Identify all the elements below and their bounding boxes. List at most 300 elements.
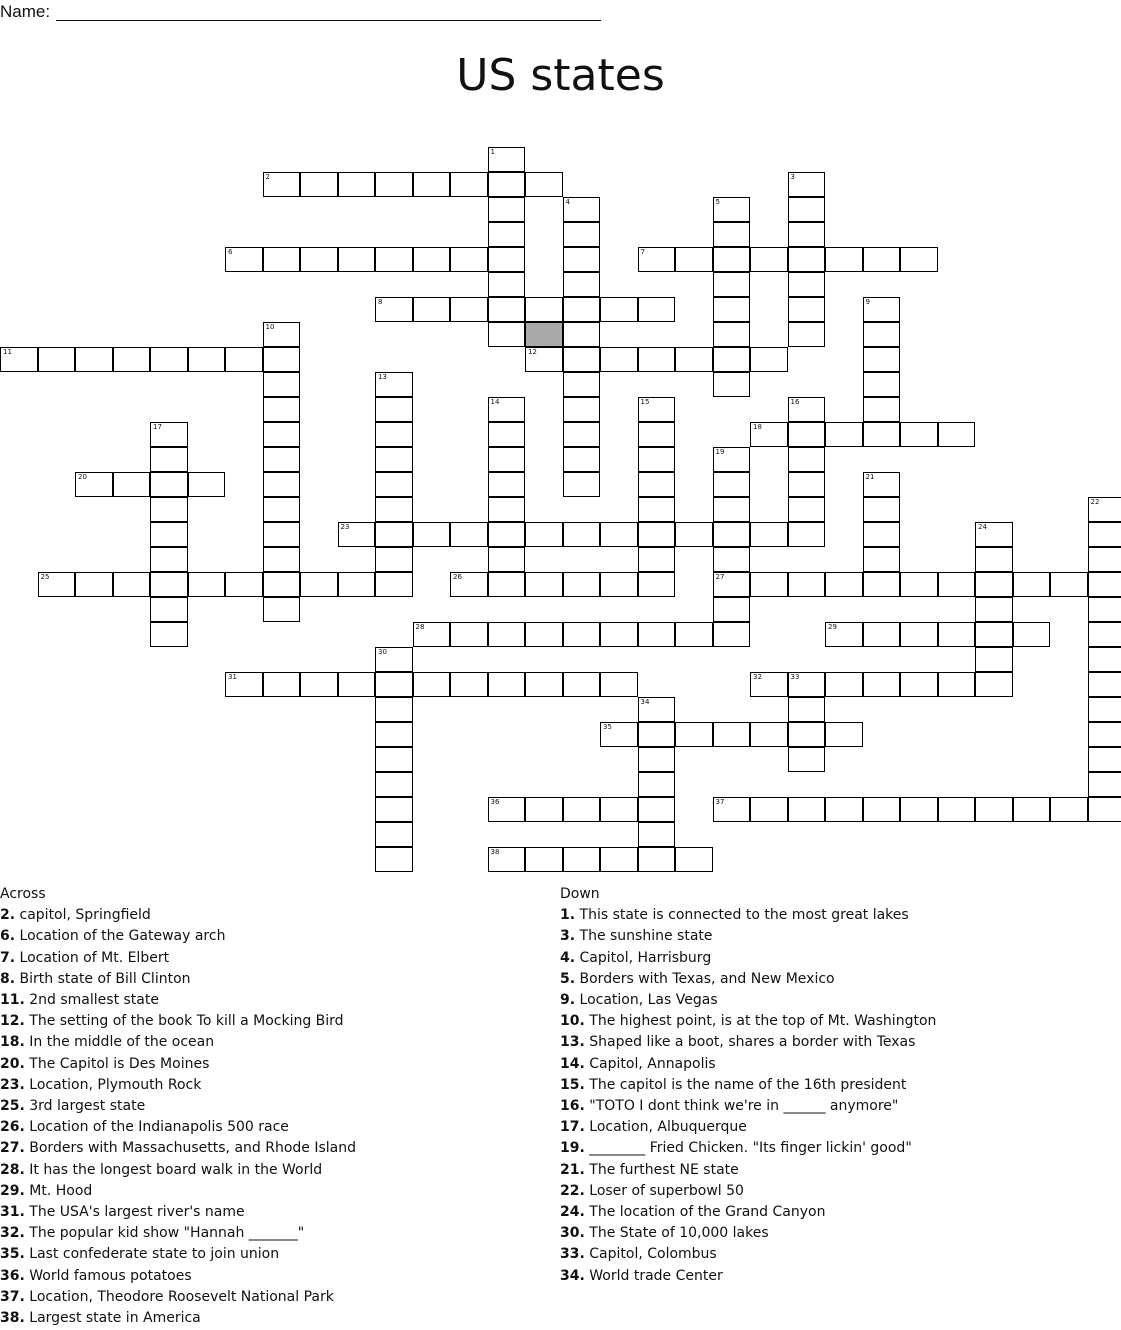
grid-cell[interactable] bbox=[413, 622, 451, 647]
grid-cell[interactable] bbox=[488, 422, 526, 447]
grid-cell[interactable] bbox=[488, 397, 526, 422]
grid-cell[interactable] bbox=[938, 622, 976, 647]
grid-cell[interactable] bbox=[488, 797, 526, 822]
grid-cell[interactable] bbox=[713, 722, 751, 747]
grid-cell[interactable] bbox=[563, 397, 601, 422]
grid-cell[interactable] bbox=[375, 372, 413, 397]
grid-cell[interactable] bbox=[563, 272, 601, 297]
grid-cell[interactable] bbox=[788, 197, 826, 222]
grid-cell[interactable] bbox=[563, 322, 601, 347]
grid-cell[interactable] bbox=[1088, 797, 1121, 822]
grid-cell[interactable] bbox=[413, 172, 451, 197]
grid-cell[interactable] bbox=[825, 722, 863, 747]
grid-cell[interactable] bbox=[563, 672, 601, 697]
grid-cell[interactable] bbox=[338, 522, 376, 547]
clue-number: 26. bbox=[0, 1119, 25, 1136]
grid-cell[interactable] bbox=[375, 747, 413, 772]
grid-cell[interactable] bbox=[525, 572, 563, 597]
grid-cell[interactable] bbox=[263, 472, 301, 497]
grid-cell[interactable] bbox=[225, 247, 263, 272]
grid-cell[interactable] bbox=[263, 597, 301, 622]
grid-cell[interactable] bbox=[638, 522, 676, 547]
grid-cell[interactable] bbox=[525, 297, 563, 322]
grid-cell[interactable] bbox=[600, 297, 638, 322]
down-clue bbox=[560, 1117, 936, 1138]
grid-cell[interactable] bbox=[450, 297, 488, 322]
grid-cell[interactable] bbox=[750, 422, 788, 447]
grid-cell[interactable] bbox=[413, 247, 451, 272]
grid-cell[interactable] bbox=[338, 572, 376, 597]
grid-cell[interactable] bbox=[713, 522, 751, 547]
grid-cell[interactable] bbox=[825, 247, 863, 272]
grid-cell[interactable] bbox=[413, 297, 451, 322]
grid-cell[interactable] bbox=[225, 572, 263, 597]
clue-number: 36 bbox=[490, 798, 500, 806]
grid-cell[interactable] bbox=[975, 647, 1013, 672]
grid-cell[interactable] bbox=[638, 497, 676, 522]
grid-cell[interactable] bbox=[488, 572, 526, 597]
grid-cell[interactable] bbox=[300, 672, 338, 697]
grid-cell[interactable] bbox=[150, 347, 188, 372]
grid-cell[interactable] bbox=[788, 522, 826, 547]
grid-cell[interactable] bbox=[638, 472, 676, 497]
grid-cell[interactable] bbox=[825, 422, 863, 447]
grid-cell[interactable] bbox=[713, 597, 751, 622]
grid-cell[interactable] bbox=[188, 472, 226, 497]
grid-cell[interactable] bbox=[563, 347, 601, 372]
clue-number: 7. bbox=[0, 949, 16, 966]
grid-cell[interactable] bbox=[375, 397, 413, 422]
grid-cell[interactable] bbox=[900, 572, 938, 597]
grid-cell[interactable] bbox=[338, 672, 376, 697]
grid-cell[interactable] bbox=[525, 622, 563, 647]
grid-cell[interactable] bbox=[1088, 547, 1121, 572]
grid-cell[interactable] bbox=[1050, 797, 1088, 822]
grid-cell[interactable] bbox=[563, 572, 601, 597]
grid-cell[interactable] bbox=[300, 572, 338, 597]
grid-cell[interactable] bbox=[375, 797, 413, 822]
grid-cell[interactable] bbox=[263, 522, 301, 547]
grid-cell[interactable] bbox=[788, 297, 826, 322]
grid-cell[interactable] bbox=[375, 697, 413, 722]
grid-cell[interactable] bbox=[38, 572, 76, 597]
grid-cell[interactable] bbox=[750, 722, 788, 747]
grid-cell[interactable] bbox=[975, 597, 1013, 622]
grid-cell[interactable] bbox=[1013, 797, 1051, 822]
clue-number: 22. bbox=[560, 1182, 585, 1199]
grid-cell[interactable] bbox=[713, 322, 751, 347]
grid-cell[interactable] bbox=[750, 672, 788, 697]
grid-cell[interactable] bbox=[1088, 772, 1121, 797]
grid-cell[interactable] bbox=[300, 172, 338, 197]
grid-cell[interactable] bbox=[488, 447, 526, 472]
grid-cell[interactable] bbox=[638, 547, 676, 572]
grid-cell[interactable] bbox=[713, 472, 751, 497]
grid-cell[interactable] bbox=[863, 347, 901, 372]
grid-cell[interactable] bbox=[750, 797, 788, 822]
grid-cell[interactable] bbox=[638, 247, 676, 272]
grid-cell[interactable] bbox=[750, 522, 788, 547]
grid-cell[interactable] bbox=[263, 447, 301, 472]
grid-cell[interactable] bbox=[263, 372, 301, 397]
grid-cell[interactable] bbox=[488, 172, 526, 197]
grid-cell[interactable] bbox=[488, 222, 526, 247]
clue-text: Borders with Massachusetts, and Rhode Island bbox=[24, 1140, 356, 1157]
grid-cell[interactable] bbox=[825, 572, 863, 597]
clue-number: 17. bbox=[560, 1119, 585, 1136]
grid-cell[interactable] bbox=[788, 247, 826, 272]
grid-cell[interactable] bbox=[413, 522, 451, 547]
grid-cell[interactable] bbox=[263, 247, 301, 272]
grid-cell[interactable] bbox=[900, 672, 938, 697]
grid-cell[interactable] bbox=[600, 797, 638, 822]
grid-cell[interactable] bbox=[450, 572, 488, 597]
clue-number: 29 bbox=[828, 623, 837, 631]
grid-cell[interactable] bbox=[825, 672, 863, 697]
grid-cell[interactable] bbox=[863, 622, 901, 647]
grid-cell[interactable] bbox=[375, 447, 413, 472]
grid-cell[interactable] bbox=[375, 822, 413, 847]
grid-cell[interactable] bbox=[863, 797, 901, 822]
grid-cell[interactable] bbox=[450, 247, 488, 272]
grid-cell[interactable] bbox=[975, 522, 1013, 547]
grid-cell[interactable] bbox=[675, 622, 713, 647]
grid-cell[interactable] bbox=[563, 422, 601, 447]
grid-cell[interactable] bbox=[150, 447, 188, 472]
grid-cell[interactable] bbox=[863, 422, 901, 447]
grid-cell[interactable] bbox=[713, 497, 751, 522]
grid-cell[interactable] bbox=[638, 422, 676, 447]
grid-cell[interactable] bbox=[1013, 572, 1051, 597]
grid-cell[interactable] bbox=[113, 572, 151, 597]
grid-cell[interactable] bbox=[338, 247, 376, 272]
grid-cell[interactable] bbox=[375, 772, 413, 797]
grid-cell[interactable] bbox=[563, 447, 601, 472]
grid-cell[interactable] bbox=[450, 522, 488, 547]
grid-cell[interactable] bbox=[638, 447, 676, 472]
grid-cell[interactable] bbox=[788, 222, 826, 247]
grid-cell[interactable] bbox=[975, 797, 1013, 822]
down-heading: Down bbox=[560, 886, 600, 902]
grid-cell[interactable] bbox=[713, 547, 751, 572]
grid-cell[interactable] bbox=[1088, 647, 1121, 672]
grid-cell[interactable] bbox=[938, 572, 976, 597]
grid-cell[interactable] bbox=[375, 722, 413, 747]
grid-cell[interactable] bbox=[938, 672, 976, 697]
grid-cell[interactable] bbox=[263, 347, 301, 372]
grid-cell[interactable] bbox=[675, 347, 713, 372]
grid-cell[interactable] bbox=[525, 347, 563, 372]
grid-cell[interactable] bbox=[638, 697, 676, 722]
grid-cell[interactable] bbox=[863, 572, 901, 597]
grid-cell[interactable] bbox=[488, 272, 526, 297]
grid-cell[interactable] bbox=[488, 297, 526, 322]
grid-cell[interactable] bbox=[488, 247, 526, 272]
grid-cell[interactable] bbox=[150, 547, 188, 572]
grid-cell[interactable] bbox=[825, 797, 863, 822]
grid-cell[interactable] bbox=[675, 247, 713, 272]
grid-cell[interactable] bbox=[450, 672, 488, 697]
grid-cell[interactable] bbox=[1088, 747, 1121, 772]
grid-cell[interactable] bbox=[75, 472, 113, 497]
grid-cell[interactable] bbox=[600, 672, 638, 697]
grid-cell[interactable] bbox=[263, 422, 301, 447]
grid-cell[interactable] bbox=[975, 547, 1013, 572]
grid-cell[interactable] bbox=[563, 622, 601, 647]
grid-cell[interactable] bbox=[938, 797, 976, 822]
grid-cell[interactable] bbox=[863, 247, 901, 272]
grid-cell[interactable] bbox=[638, 822, 676, 847]
grid-cell[interactable] bbox=[825, 622, 863, 647]
grid-cell[interactable] bbox=[150, 497, 188, 522]
grid-cell[interactable] bbox=[675, 847, 713, 872]
grid-cell[interactable] bbox=[488, 847, 526, 872]
grid-cell[interactable] bbox=[1088, 497, 1121, 522]
grid-cell[interactable] bbox=[975, 572, 1013, 597]
grid-cell[interactable] bbox=[525, 522, 563, 547]
grid-cell[interactable] bbox=[1088, 722, 1121, 747]
grid-cell[interactable] bbox=[600, 847, 638, 872]
grid-cell[interactable] bbox=[375, 547, 413, 572]
grid-cell[interactable] bbox=[750, 347, 788, 372]
grid-cell[interactable] bbox=[788, 672, 826, 697]
grid-cell[interactable] bbox=[750, 247, 788, 272]
clue-number: 23 bbox=[340, 523, 350, 531]
grid-cell[interactable] bbox=[375, 647, 413, 672]
clue-number: 4 bbox=[565, 198, 570, 206]
grid-cell[interactable] bbox=[1088, 697, 1121, 722]
grid-cell[interactable] bbox=[225, 672, 263, 697]
grid-cell[interactable] bbox=[788, 272, 826, 297]
grid-cell[interactable] bbox=[638, 622, 676, 647]
grid-cell[interactable] bbox=[375, 172, 413, 197]
grid-cell[interactable] bbox=[788, 572, 826, 597]
grid-cell[interactable] bbox=[225, 347, 263, 372]
grid-cell[interactable] bbox=[600, 722, 638, 747]
grid-cell[interactable] bbox=[863, 397, 901, 422]
grid-cell[interactable] bbox=[150, 622, 188, 647]
grid-cell[interactable] bbox=[788, 422, 826, 447]
grid-cell[interactable] bbox=[488, 147, 526, 172]
across-clue bbox=[0, 926, 356, 947]
grid-cell[interactable] bbox=[900, 422, 938, 447]
grid-cell[interactable] bbox=[975, 622, 1013, 647]
grid-cell[interactable] bbox=[263, 497, 301, 522]
clue-text: This state is connected to the most great lakes bbox=[575, 907, 909, 924]
grid-cell[interactable] bbox=[375, 847, 413, 872]
grid-cell[interactable] bbox=[75, 572, 113, 597]
grid-cell[interactable] bbox=[638, 747, 676, 772]
grid-cell[interactable] bbox=[788, 172, 826, 197]
grid-cell[interactable] bbox=[900, 622, 938, 647]
grid-cell[interactable] bbox=[1088, 622, 1121, 647]
grid-cell[interactable] bbox=[525, 847, 563, 872]
grid-cell[interactable] bbox=[300, 247, 338, 272]
grid-cell[interactable] bbox=[713, 272, 751, 297]
grid-cell[interactable] bbox=[338, 172, 376, 197]
clue-text: Loser of superbowl 50 bbox=[584, 1182, 744, 1199]
grid-cell[interactable] bbox=[375, 672, 413, 697]
grid-cell[interactable] bbox=[1050, 572, 1088, 597]
grid-cell[interactable] bbox=[375, 497, 413, 522]
grid-cell[interactable] bbox=[150, 522, 188, 547]
across-clue bbox=[0, 1202, 356, 1223]
grid-cell[interactable] bbox=[788, 797, 826, 822]
grid-cell[interactable] bbox=[675, 522, 713, 547]
grid-cell[interactable] bbox=[638, 297, 676, 322]
grid-cell[interactable] bbox=[38, 347, 76, 372]
grid-cell[interactable] bbox=[113, 347, 151, 372]
grid-cell[interactable] bbox=[863, 472, 901, 497]
grid-cell[interactable] bbox=[113, 472, 151, 497]
grid-cell[interactable] bbox=[375, 472, 413, 497]
grid-cell[interactable] bbox=[863, 547, 901, 572]
grid-cell[interactable] bbox=[150, 422, 188, 447]
grid-cell[interactable] bbox=[563, 522, 601, 547]
grid-cell[interactable] bbox=[713, 572, 751, 597]
grid-cell[interactable] bbox=[263, 322, 301, 347]
grid-cell[interactable] bbox=[900, 247, 938, 272]
grid-cell[interactable] bbox=[1013, 622, 1051, 647]
grid-cell[interactable] bbox=[863, 322, 901, 347]
grid-cell[interactable] bbox=[450, 622, 488, 647]
grid-cell[interactable] bbox=[713, 447, 751, 472]
grid-cell[interactable] bbox=[563, 372, 601, 397]
grid-cell[interactable] bbox=[563, 847, 601, 872]
grid-cell[interactable] bbox=[863, 297, 901, 322]
grid-cell[interactable] bbox=[788, 747, 826, 772]
grid-cell[interactable] bbox=[563, 797, 601, 822]
down-clue bbox=[560, 1160, 936, 1181]
grid-cell[interactable] bbox=[488, 622, 526, 647]
grid-cell[interactable] bbox=[713, 372, 751, 397]
grid-cell[interactable] bbox=[975, 672, 1013, 697]
grid-cell[interactable] bbox=[563, 297, 601, 322]
grid-cell[interactable] bbox=[713, 797, 751, 822]
grid-cell[interactable] bbox=[638, 797, 676, 822]
grid-cell[interactable] bbox=[263, 172, 301, 197]
grid-cell[interactable] bbox=[263, 397, 301, 422]
grid-cell[interactable] bbox=[638, 572, 676, 597]
grid-cell[interactable] bbox=[863, 497, 901, 522]
grid-cell[interactable] bbox=[788, 472, 826, 497]
grid-cell[interactable] bbox=[638, 722, 676, 747]
grid-cell[interactable] bbox=[713, 222, 751, 247]
grid-cell[interactable] bbox=[788, 497, 826, 522]
grid-cell[interactable] bbox=[375, 297, 413, 322]
grid-cell[interactable] bbox=[900, 797, 938, 822]
across-clue bbox=[0, 1075, 356, 1096]
grid-cell[interactable] bbox=[150, 572, 188, 597]
grid-cell[interactable] bbox=[150, 472, 188, 497]
grid-cell[interactable] bbox=[1088, 672, 1121, 697]
grid-cell[interactable] bbox=[863, 372, 901, 397]
grid-cell[interactable] bbox=[563, 472, 601, 497]
grid-cell[interactable] bbox=[1088, 572, 1121, 597]
grid-cell[interactable] bbox=[488, 472, 526, 497]
grid-cell[interactable] bbox=[938, 422, 976, 447]
grid-cell[interactable] bbox=[263, 672, 301, 697]
grid-cell[interactable] bbox=[488, 322, 526, 347]
clue-number: 4. bbox=[560, 949, 576, 966]
grid-cell[interactable] bbox=[638, 772, 676, 797]
clue-text: Location of the Gateway arch bbox=[15, 928, 226, 945]
grid-cell[interactable] bbox=[0, 347, 38, 372]
clue-number: 35. bbox=[0, 1246, 25, 1263]
grid-cell[interactable] bbox=[600, 347, 638, 372]
grid-cell[interactable] bbox=[863, 522, 901, 547]
grid-cell[interactable] bbox=[788, 322, 826, 347]
grid-cell[interactable] bbox=[488, 547, 526, 572]
name-input-line[interactable] bbox=[56, 20, 601, 21]
grid-cell[interactable] bbox=[525, 672, 563, 697]
clue-number: 23. bbox=[0, 1076, 25, 1093]
grid-cell[interactable] bbox=[75, 347, 113, 372]
grid-cell[interactable] bbox=[488, 672, 526, 697]
clue-number: 32. bbox=[0, 1225, 25, 1242]
grid-cell[interactable] bbox=[750, 572, 788, 597]
grid-cell[interactable] bbox=[413, 672, 451, 697]
grid-cell[interactable] bbox=[788, 447, 826, 472]
grid-cell[interactable] bbox=[263, 547, 301, 572]
grid-cell[interactable] bbox=[863, 672, 901, 697]
grid-cell[interactable] bbox=[638, 847, 676, 872]
grid-cell[interactable] bbox=[375, 247, 413, 272]
grid-cell[interactable] bbox=[488, 197, 526, 222]
grid-cell[interactable] bbox=[488, 522, 526, 547]
grid-cell[interactable] bbox=[150, 597, 188, 622]
clue-number: 19 bbox=[715, 448, 725, 456]
grid-cell[interactable] bbox=[600, 522, 638, 547]
grid-cell[interactable] bbox=[600, 622, 638, 647]
grid-cell[interactable] bbox=[713, 622, 751, 647]
grid-cell[interactable] bbox=[788, 722, 826, 747]
grid-cell[interactable] bbox=[188, 572, 226, 597]
grid-cell[interactable] bbox=[563, 222, 601, 247]
clue-number: 5 bbox=[715, 198, 720, 206]
grid-cell[interactable] bbox=[188, 347, 226, 372]
clue-number: 27. bbox=[0, 1140, 25, 1157]
clue-number: 33. bbox=[560, 1246, 585, 1263]
grid-cell[interactable] bbox=[788, 397, 826, 422]
grid-cell[interactable] bbox=[375, 522, 413, 547]
grid-cell[interactable] bbox=[525, 172, 563, 197]
grid-cell[interactable] bbox=[713, 297, 751, 322]
grid-cell[interactable] bbox=[563, 197, 601, 222]
grid-cell[interactable] bbox=[675, 722, 713, 747]
grid-cell[interactable] bbox=[638, 347, 676, 372]
grid-cell[interactable] bbox=[450, 172, 488, 197]
grid-cell[interactable] bbox=[525, 797, 563, 822]
grid-cell[interactable] bbox=[713, 247, 751, 272]
grid-cell[interactable] bbox=[488, 497, 526, 522]
grid-cell[interactable] bbox=[638, 397, 676, 422]
grid-cell[interactable] bbox=[1088, 597, 1121, 622]
grid-cell[interactable] bbox=[375, 422, 413, 447]
down-clue bbox=[560, 1266, 936, 1287]
grid-cell[interactable] bbox=[1088, 522, 1121, 547]
clue-number: 8 bbox=[378, 298, 383, 306]
grid-cell[interactable] bbox=[600, 572, 638, 597]
clue-number: 29. bbox=[0, 1182, 25, 1199]
across-clue bbox=[0, 1160, 356, 1181]
grid-cell[interactable] bbox=[713, 197, 751, 222]
grid-cell[interactable] bbox=[713, 347, 751, 372]
grid-cell[interactable] bbox=[563, 247, 601, 272]
grid-cell[interactable] bbox=[788, 697, 826, 722]
grid-cell[interactable] bbox=[263, 572, 301, 597]
grid-cell[interactable] bbox=[375, 572, 413, 597]
